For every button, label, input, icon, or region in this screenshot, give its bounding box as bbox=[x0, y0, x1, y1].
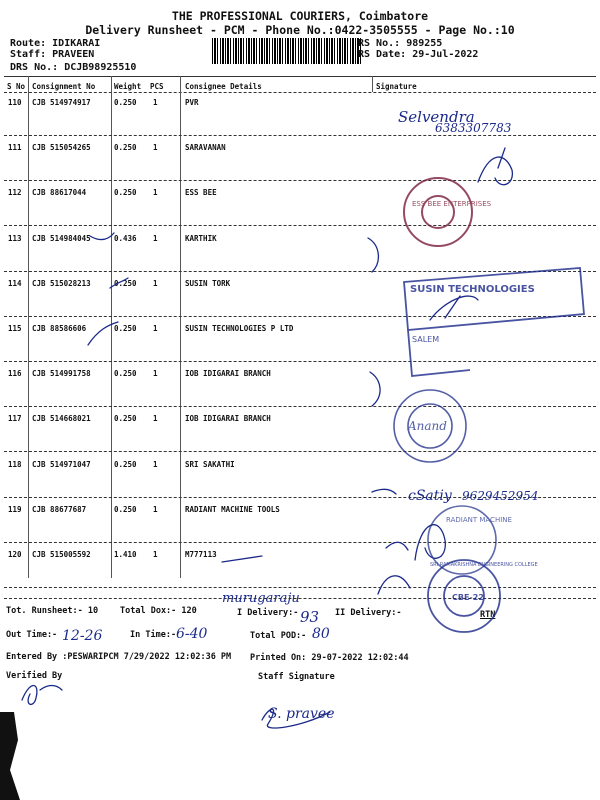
row-rule bbox=[4, 316, 596, 317]
row-rule bbox=[4, 180, 596, 181]
cell-pcs: 1 bbox=[153, 234, 158, 243]
in-time: In Time:- bbox=[130, 630, 177, 640]
cell-weight: 0.250 bbox=[114, 369, 137, 378]
phone-110: 6383307783 bbox=[435, 121, 512, 135]
cell-consignee: PVR bbox=[185, 98, 199, 107]
cell-sno: 115 bbox=[8, 324, 22, 333]
cell-consignment: CJB 514984045 bbox=[32, 234, 91, 243]
col-header-weight: Weight bbox=[114, 82, 142, 91]
row-rule bbox=[4, 587, 596, 588]
row-rule bbox=[4, 542, 596, 543]
col-header-sno: S No bbox=[7, 82, 26, 91]
cell-pcs: 1 bbox=[153, 324, 158, 333]
stamp-essbee bbox=[404, 178, 492, 246]
table-header-rule bbox=[4, 92, 596, 93]
entered-by: Entered By :PESWARIPCM 7/29/2022 12:02:36 PM bbox=[6, 652, 232, 662]
rs-no-label: RS No.: bbox=[358, 38, 401, 49]
tick-mark bbox=[372, 489, 396, 494]
rs-date-label: RS Date: bbox=[358, 49, 407, 60]
stamp-susin bbox=[404, 268, 584, 376]
drs-value: DCJB98925510 bbox=[64, 62, 137, 73]
svg-text:SUSIN TECHNOLOGIES: SUSIN TECHNOLOGIES bbox=[410, 284, 535, 295]
cell-consignment: CJB 88586606 bbox=[32, 324, 87, 333]
cell-consignee: IOB IDIGARAI BRANCH bbox=[185, 414, 271, 423]
row-rule bbox=[4, 271, 596, 272]
row-rule bbox=[4, 225, 596, 226]
i-delivery-value: 93 bbox=[300, 608, 320, 626]
staff-signature-label: Staff Signature bbox=[258, 672, 335, 682]
rs-date-line bbox=[358, 49, 478, 60]
rtn-label: RTN bbox=[480, 610, 496, 620]
verified-by: Verified By bbox=[6, 671, 63, 681]
cell-consignment: CJB 514971047 bbox=[32, 460, 91, 469]
rs-no-line bbox=[358, 38, 442, 49]
cell-pcs: 1 bbox=[153, 505, 158, 514]
svg-text:SALEM: SALEM bbox=[412, 335, 440, 344]
cell-pcs: 1 bbox=[153, 279, 158, 288]
cell-pcs: 1 bbox=[153, 98, 158, 107]
col-divider bbox=[372, 76, 373, 92]
cell-weight: 0.250 bbox=[114, 188, 137, 197]
col-divider bbox=[180, 76, 181, 578]
cell-sno: 119 bbox=[8, 505, 22, 514]
route-label: Route: bbox=[10, 38, 47, 49]
cell-consignee: SUSIN TORK bbox=[185, 279, 231, 288]
route-line bbox=[10, 38, 100, 49]
svg-text:RADIANT MACHINE: RADIANT MACHINE bbox=[446, 516, 512, 524]
tot-runsheet: Tot. Runsheet:- 10 bbox=[6, 606, 99, 616]
runsheet-subtitle: Delivery Runsheet - PCM - Phone No.:0422-3505555 - Page No.:10 bbox=[85, 23, 515, 37]
tick-mark bbox=[222, 556, 262, 562]
cell-consignment: CJB 515054265 bbox=[32, 143, 91, 152]
cell-consignee: SRI SAKATHI bbox=[185, 460, 235, 469]
footer-rule bbox=[4, 598, 596, 599]
row-rule bbox=[4, 451, 596, 452]
table-top-rule bbox=[4, 76, 596, 77]
cell-sno: 116 bbox=[8, 369, 22, 378]
i-delivery: I Delivery:- bbox=[237, 608, 299, 618]
cell-sno: 114 bbox=[8, 279, 22, 288]
staff-line bbox=[10, 49, 94, 60]
cell-consignment: CJB 88617044 bbox=[32, 188, 87, 197]
pod-value: 80 bbox=[312, 626, 330, 642]
staff-signature-flourish bbox=[262, 709, 330, 728]
out-time-value: 12-26 bbox=[62, 628, 103, 644]
cell-consignment: CJB 515028213 bbox=[32, 279, 91, 288]
cell-weight: 0.250 bbox=[114, 414, 137, 423]
cell-consignment: CJB 88677687 bbox=[32, 505, 87, 514]
svg-text:ESS BEE ENTERPRISES: ESS BEE ENTERPRISES bbox=[412, 200, 492, 208]
svg-text:Anand: Anand bbox=[408, 419, 447, 433]
col-divider bbox=[111, 76, 112, 578]
cell-sno: 117 bbox=[8, 414, 22, 423]
cell-pcs: 1 bbox=[153, 143, 158, 152]
row-rule bbox=[4, 497, 596, 498]
handwritten-name: murugaraju bbox=[222, 591, 300, 606]
signature-120 bbox=[378, 576, 410, 594]
cell-consignment: CJB 515005592 bbox=[32, 550, 91, 559]
total-dox: Total Dox:- 120 bbox=[120, 606, 197, 616]
cell-consignee: SARAVANAN bbox=[185, 143, 226, 152]
cell-consignment: CJB 514668021 bbox=[32, 414, 91, 423]
col-header-consignment: Consignment No bbox=[32, 82, 96, 91]
barcode bbox=[212, 38, 362, 64]
col-divider bbox=[28, 76, 29, 578]
drs-label: DRS No.: bbox=[10, 62, 59, 73]
cell-consignee: IOB IDIGARAI BRANCH bbox=[185, 369, 271, 378]
cell-pcs: 1 bbox=[153, 188, 158, 197]
cell-sno: 111 bbox=[8, 143, 22, 152]
stamp-radiant bbox=[428, 506, 512, 574]
printed-on: Printed On: 29-07-2022 12:02:44 bbox=[250, 653, 409, 663]
svg-text:cSatiy: cSatiy bbox=[408, 488, 452, 504]
cell-weight: 0.250 bbox=[114, 505, 137, 514]
ii-delivery: II Delivery:- bbox=[335, 608, 402, 618]
row-rule bbox=[4, 406, 596, 407]
cell-weight: 0.250 bbox=[114, 98, 137, 107]
cell-consignment: CJB 514974917 bbox=[32, 98, 91, 107]
svg-text:SRI RAMAKRISHNA ENGINEERING CO: SRI RAMAKRISHNA ENGINEERING COLLEGE bbox=[430, 562, 538, 568]
col-header-pcs: PCS bbox=[150, 82, 164, 91]
cell-weight: 0.250 bbox=[114, 324, 137, 333]
cell-weight: 0.250 bbox=[114, 279, 137, 288]
cell-consignee: RADIANT MACHINE TOOLS bbox=[185, 505, 280, 514]
binding-edge bbox=[0, 712, 20, 800]
out-time: Out Time:- bbox=[6, 630, 58, 640]
company-title: THE PROFESSIONAL COURIERS, Coimbatore bbox=[171, 9, 429, 23]
cell-weight: 0.250 bbox=[114, 460, 137, 469]
signature-116 bbox=[370, 372, 380, 406]
rs-no-value: 989255 bbox=[406, 38, 443, 49]
row-rule bbox=[4, 361, 596, 362]
signature-110: Selvendra bbox=[398, 108, 475, 126]
in-time-value: 6-40 bbox=[176, 626, 208, 642]
cell-sno: 110 bbox=[8, 98, 22, 107]
cell-consignee: M777113 bbox=[185, 550, 217, 559]
staff-value: PRAVEEN bbox=[52, 49, 95, 60]
drs-line bbox=[10, 62, 136, 73]
signature-113 bbox=[368, 238, 378, 272]
route-value: IDIKARAI bbox=[52, 38, 101, 49]
total-pod: Total POD:- bbox=[250, 631, 307, 641]
cell-weight: 0.250 bbox=[114, 143, 137, 152]
cell-weight: 0.436 bbox=[114, 234, 137, 243]
cell-consignee: SUSIN TECHNOLOGIES P LTD bbox=[185, 324, 294, 333]
cell-pcs: 1 bbox=[153, 414, 158, 423]
cell-sno: 118 bbox=[8, 460, 22, 469]
stamp-college bbox=[428, 560, 538, 632]
staff-label: Staff: bbox=[10, 49, 47, 60]
cell-sno: 120 bbox=[8, 550, 22, 559]
phone-118: 9629452954 bbox=[462, 489, 539, 503]
cell-weight: 1.410 bbox=[114, 550, 137, 559]
cell-consignee: ESS BEE bbox=[185, 188, 217, 197]
svg-text:CBE-22: CBE-22 bbox=[452, 593, 484, 602]
tick-mark bbox=[386, 542, 408, 550]
cell-pcs: 1 bbox=[153, 550, 158, 559]
col-header-consignee: Consignee Details bbox=[185, 82, 262, 91]
cell-sno: 113 bbox=[8, 234, 22, 243]
cell-pcs: 1 bbox=[153, 369, 158, 378]
verified-signature bbox=[22, 686, 62, 705]
cell-pcs: 1 bbox=[153, 460, 158, 469]
cell-consignment: CJB 514991758 bbox=[32, 369, 91, 378]
rs-date-value: 29-Jul-2022 bbox=[412, 49, 479, 60]
cell-consignee: KARTHIK bbox=[185, 234, 217, 243]
row-rule bbox=[4, 135, 596, 136]
cell-sno: 112 bbox=[8, 188, 22, 197]
staff-signature-value: S. pravee bbox=[268, 706, 335, 722]
col-header-signature: Signature bbox=[376, 82, 417, 91]
